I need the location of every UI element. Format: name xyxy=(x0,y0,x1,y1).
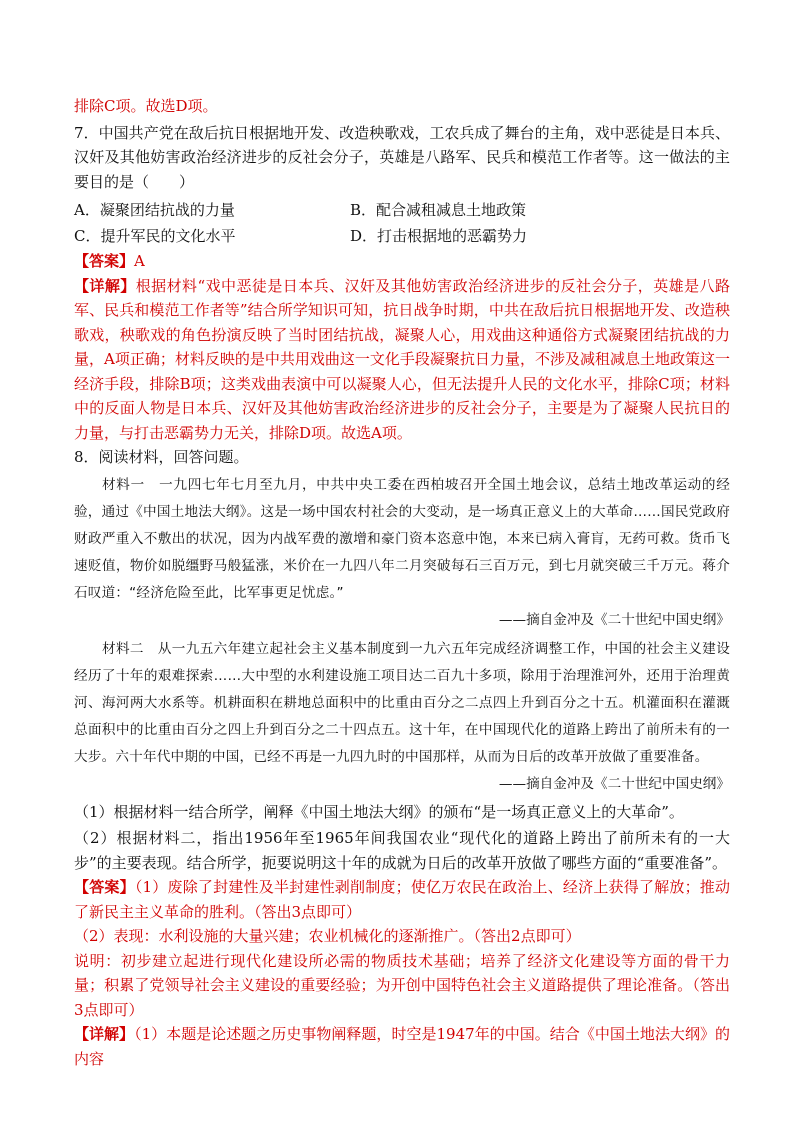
question-8-stem: 8．阅读材料，回答问题。 xyxy=(74,448,249,466)
option-d: D．打击根据地的恶霸势力 xyxy=(350,227,528,245)
answer-value: A xyxy=(134,252,145,270)
question-7-options xyxy=(74,197,730,249)
answer-part-1: （1）废除了封建性及半封建性剥削制度；使亿万农民在政治上、经济上获得了解放；推动了新民主主义革命的胜利。（答出3点即可） xyxy=(74,878,730,921)
material-2-source: ——摘自金冲及《二十世纪中国史纲》 xyxy=(498,775,730,792)
detail-tag: 【详解】 xyxy=(74,1025,135,1043)
detail-text: 根据材料“戏中恶徒是日本兵、汉奸及其他妨害政治经济进步的反社会分子，英雄是八路军、民兵和模范工作者等”结合所学知识可知，抗日战争时期，中共在敌后抗日根据地开发、改造秧歌戏，秧歌戏的角色扮演反映了当时团结抗战，凝聚人心，用戏曲这种通俗方式凝聚团结抗战的力量，A项正确；材料反映的是中共用戏曲这一文化手段凝聚抗日力量，不涉及减租减息土地政策这一经济手段，排除B项；这类戏曲表演中可以凝聚人心，但无法提升人民的文化水平，排除C项；材料中的反面人物是日本兵、汉奸及其他妨害政治经济进步的反社会分子，主要是为了凝聚人民抗日的力量，与打击恶霸势力无关，排除D项。故选A项。 xyxy=(74,276,730,442)
option-c: C．提升军民的文化水平 xyxy=(74,227,236,245)
question-8-answer-3: 说明：初步建立起进行现代化建设所必需的物质技术基础；培养了经济文化建设等方面的骨干力量；积累了党领导社会主义建设的重要经验；为开创中国特色社会主义道路提供了理论准备。（答出3点即可） xyxy=(74,951,730,1019)
answer-tag: 【答案】 xyxy=(74,252,135,270)
material-2: 材料二 从一九五六年建立起社会主义基本制度到一九六五年完成经济调整工作，中国的社会主义建设经历了十年的艰难探索……大中型的水利建设施工项目达二百九十多项，除用于治理淮河外，还用于治理黄河、海河两大水系等。机耕面积在耕地总面积中的比重由百分之二点四上升到百分之十五。机灌面积在灌溉总面积中的比重由百分之四上升到百分之二十四点五。这十年，在中国现代化的道路上跨出了前所未有的一大步。六十年代中期的中国，已经不再是一九四九时的中国那样，从而为日后的改革开放做了重要准备。 xyxy=(74,640,730,765)
question-8 xyxy=(74,445,730,1071)
answer-tag: 【答案】 xyxy=(74,878,135,896)
sub-question-1: （1）根据材料一结合所学，阐释《中国土地法大纲》的颁布“是一场真正意义上的大革命”。 xyxy=(74,802,684,821)
material-1: 材料一 一九四七年七月至九月，中共中央工委在西柏坡召开全国土地会议，总结土地改革运动的经验，通过《中国土地法大纲》。这是一场中国农村社会的大变动，是一场真正意义上的大革命……国民党政府财政严重入不敷出的状况，因为内战军费的激增和豪门资本恣意中饱，本来已病入膏肓，无药可救。货币飞速贬值，物价如脱缰野马般猛涨，米价在一九四八年二月突破每石三百万元，到七月就突破三千万元。蒋介石叹道：“经济危险至此，比军事更足忧虑。” xyxy=(74,476,730,601)
question-8-detail xyxy=(74,1022,730,1071)
detail-text: （1）本题是论述题之历史事物阐释题，时空是1947年的中国。结合《中国土地法大纲》的内容 xyxy=(74,1025,730,1068)
material-1-source: ——摘自金冲及《二十世纪中国史纲》 xyxy=(498,611,730,628)
option-b: B．配合减租减息土地政策 xyxy=(350,201,527,219)
question-8-answer-2: （2）表现：水利设施的大量兴建；农业机械化的逐渐推广。（答出2点即可） xyxy=(74,927,581,945)
page-content xyxy=(74,94,730,1071)
question-7 xyxy=(74,121,730,446)
option-a: A．凝聚团结抗战的力量 xyxy=(74,201,235,219)
detail-tag: 【详解】 xyxy=(74,276,136,295)
question-7-detail xyxy=(74,274,730,446)
previous-answer-continuation: 排除C项。故选D项。 xyxy=(74,97,218,115)
sub-question-2: （2）根据材料二，指出1956年至1965年间我国农业“现代化的道路上跨出了前所未有的一大步”的主要表现。结合所学，扼要说明这十年的成就为日后的改革开放做了哪些方面的“重要准备”。 xyxy=(74,829,730,872)
question-7-stem: 7．中国共产党在敌后抗日根据地开发、改造秧歌戏，工农兵成了舞台的主角，戏中恶徒是日本兵、汉奸及其他妨害政治经济进步的反社会分子，英雄是八路军、民兵和模范工作者等。这一做法的主要目的是（ ） xyxy=(74,123,730,191)
question-8-answer-1 xyxy=(74,875,730,924)
question-7-answer xyxy=(74,249,730,274)
